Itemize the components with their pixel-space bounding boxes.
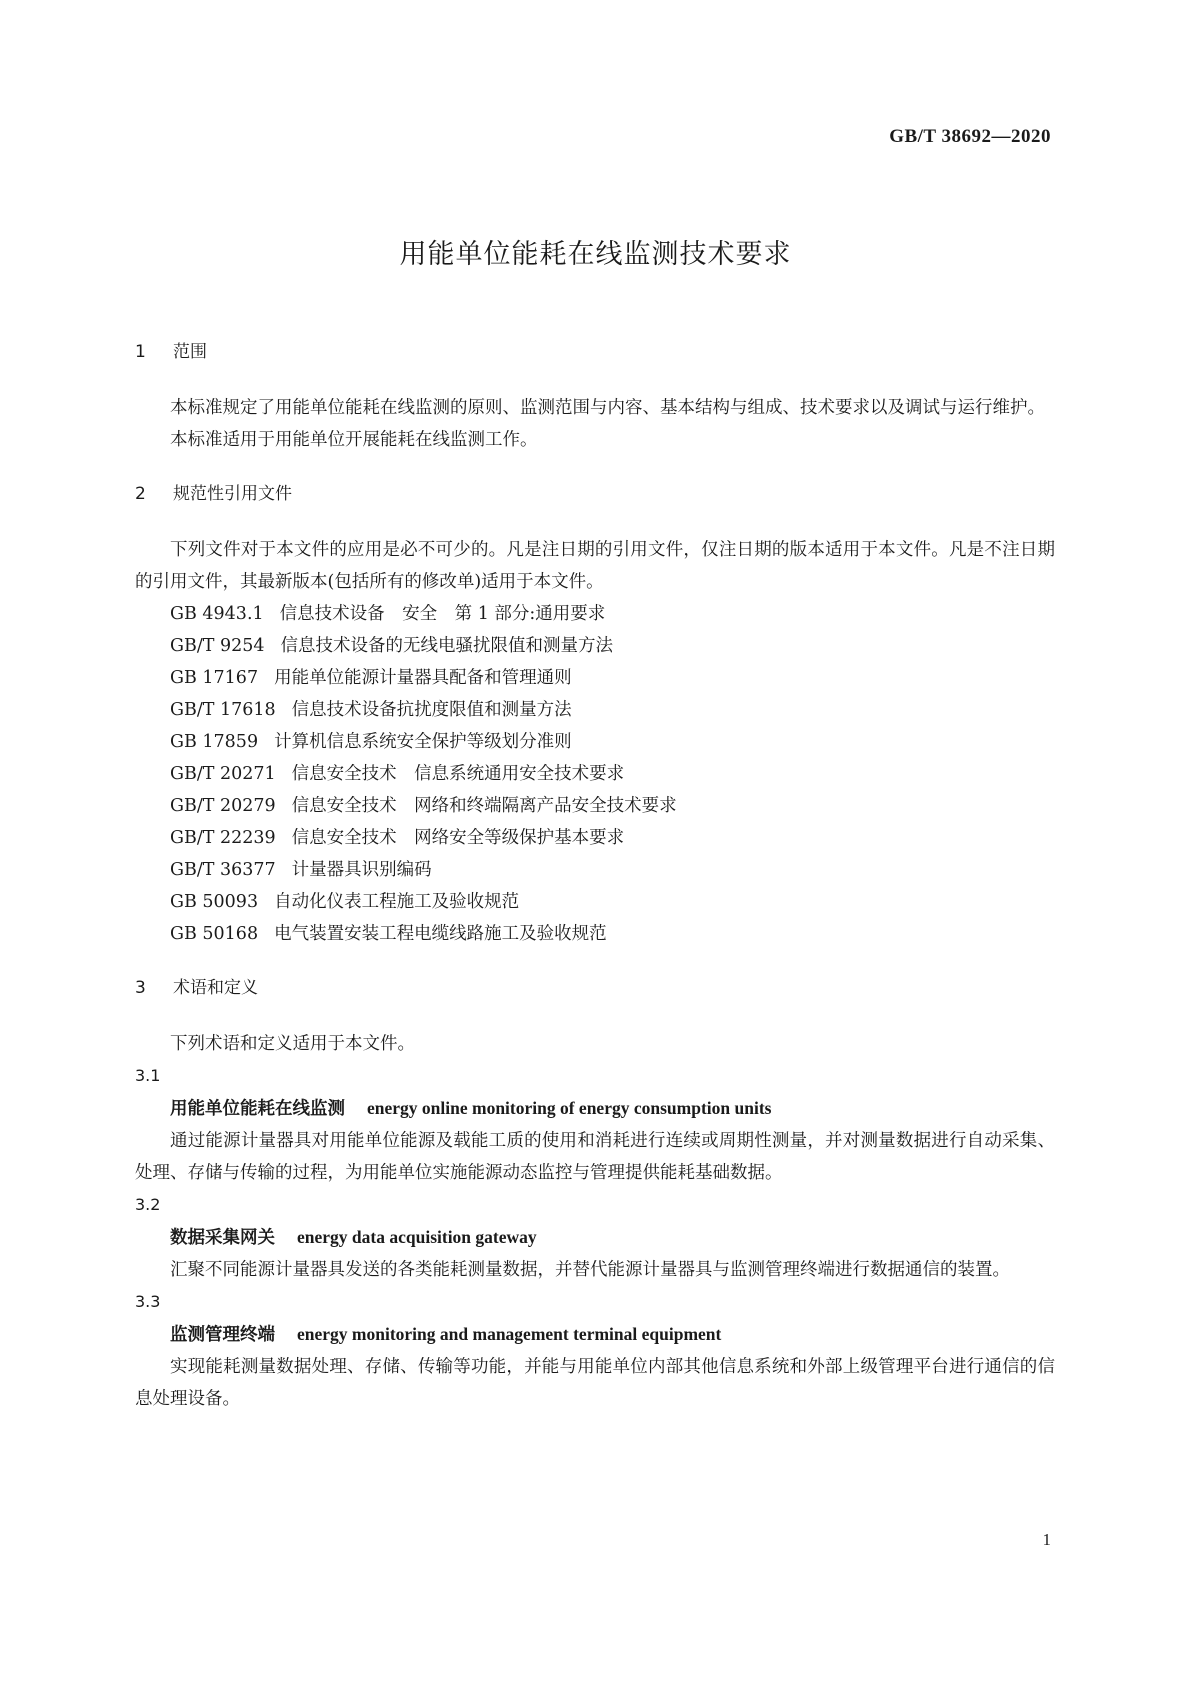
reference-item <box>135 662 1055 694</box>
section-title: 规范性引用文件 <box>173 484 292 504</box>
reference-title: 信息技术设备 安全 第 1 部分:通用要求 <box>279 604 606 624</box>
reference-code: GB/T 9254 <box>170 636 265 656</box>
term-definition: 实现能耗测量数据处理、存储、传输等功能，并能与用能单位内部其他信息系统和外部上级管理平台进行通信的信息处理设备。 <box>135 1357 1055 1409</box>
term-definition: 通过能源计量器具对用能单位能源及载能工质的使用和消耗进行连续或周期性测量，并对测量数据进行自动采集、处理、存储与传输的过程，为用能单位实施能源动态监控与管理提供能耗基础数据。 <box>135 1131 1055 1183</box>
reference-code: GB 50093 <box>170 892 259 912</box>
reference-title: 信息安全技术 网络和终端隔离产品安全技术要求 <box>291 796 677 816</box>
term-name-zh: 用能单位能耗在线监测 <box>170 1099 345 1119</box>
scope-paragraph: 本标准适用于用能单位开展能耗在线监测工作。 <box>170 430 538 450</box>
reference-title: 电气装置安装工程电缆线路施工及验收规范 <box>274 924 607 944</box>
reference-item <box>135 694 1055 726</box>
section-heading-terms <box>135 974 1055 1002</box>
reference-code: GB/T 36377 <box>170 860 276 880</box>
section-heading-references <box>135 480 1055 508</box>
reference-item <box>135 790 1055 822</box>
document-body <box>135 338 1055 1415</box>
reference-code: GB/T 22239 <box>170 828 276 848</box>
term-name-en: energy data acquisition gateway <box>297 1227 537 1247</box>
reference-item <box>135 886 1055 918</box>
term-name <box>135 1221 1055 1254</box>
reference-code: GB 50168 <box>170 924 259 944</box>
document-title: 用能单位能耗在线监测技术要求 <box>399 239 792 270</box>
reference-item <box>135 822 1055 854</box>
reference-title: 信息安全技术 信息系统通用安全技术要求 <box>291 764 625 784</box>
term-definition: 汇聚不同能源计量器具发送的各类能耗测量数据，并替代能源计量器具与监测管理终端进行数据通信的装置。 <box>170 1260 1010 1280</box>
reference-code: GB 17859 <box>170 732 259 752</box>
section-number: 1 <box>135 342 146 362</box>
reference-item <box>135 630 1055 662</box>
term-name <box>135 1318 1055 1351</box>
reference-item <box>135 758 1055 790</box>
term-number: 3.2 <box>135 1195 161 1214</box>
page-number: 1 <box>1042 1530 1051 1549</box>
reference-list <box>135 598 1055 950</box>
reference-title: 自动化仪表工程施工及验收规范 <box>274 892 520 912</box>
term-entry <box>135 1189 1055 1286</box>
term-entry <box>135 1286 1055 1415</box>
reference-title: 用能单位能源计量器具配备和管理通则 <box>274 668 572 688</box>
reference-title: 信息安全技术 网络安全等级保护基本要求 <box>291 828 625 848</box>
reference-code: GB/T 17618 <box>170 700 276 720</box>
reference-title: 计量器具识别编码 <box>291 860 432 880</box>
reference-code: GB 4943.1 <box>170 604 264 624</box>
terms-intro: 下列术语和定义适用于本文件。 <box>170 1034 415 1054</box>
reference-title: 信息技术设备的无线电骚扰限值和测量方法 <box>280 636 614 656</box>
references-intro: 下列文件对于本文件的应用是必不可少的。凡是注日期的引用文件，仅注日期的版本适用于本文件。凡是不注日期的引用文件，其最新版本(包括所有的修改单)适用于本文件。 <box>135 540 1055 592</box>
term-name-en: energy online monitoring of energy consumption units <box>367 1098 772 1118</box>
term-name-zh: 数据采集网关 <box>170 1228 275 1248</box>
term-number: 3.1 <box>135 1066 161 1085</box>
term-entry <box>135 1060 1055 1189</box>
term-name <box>135 1092 1055 1125</box>
reference-code: GB/T 20279 <box>170 796 276 816</box>
term-name-zh: 监测管理终端 <box>170 1325 275 1345</box>
reference-code: GB 17167 <box>170 668 259 688</box>
section-number: 2 <box>135 484 146 504</box>
scope-paragraph: 本标准规定了用能单位能耗在线监测的原则、监测范围与内容、基本结构与组成、技术要求以及调试与运行维护。 <box>170 398 1045 418</box>
reference-title: 计算机信息系统安全保护等级划分准则 <box>274 732 572 752</box>
term-number: 3.3 <box>135 1292 161 1311</box>
term-name-en: energy monitoring and management terminal equipment <box>297 1324 722 1344</box>
section-number: 3 <box>135 978 146 998</box>
reference-code: GB/T 20271 <box>170 764 276 784</box>
reference-item <box>135 918 1055 950</box>
reference-item <box>135 854 1055 886</box>
section-heading-scope <box>135 338 1055 366</box>
section-title: 术语和定义 <box>173 978 258 998</box>
standard-code: GB/T 38692—2020 <box>889 126 1051 147</box>
reference-title: 信息技术设备抗扰度限值和测量方法 <box>291 700 572 720</box>
reference-item <box>135 598 1055 630</box>
section-title: 范围 <box>173 342 207 362</box>
reference-item <box>135 726 1055 758</box>
